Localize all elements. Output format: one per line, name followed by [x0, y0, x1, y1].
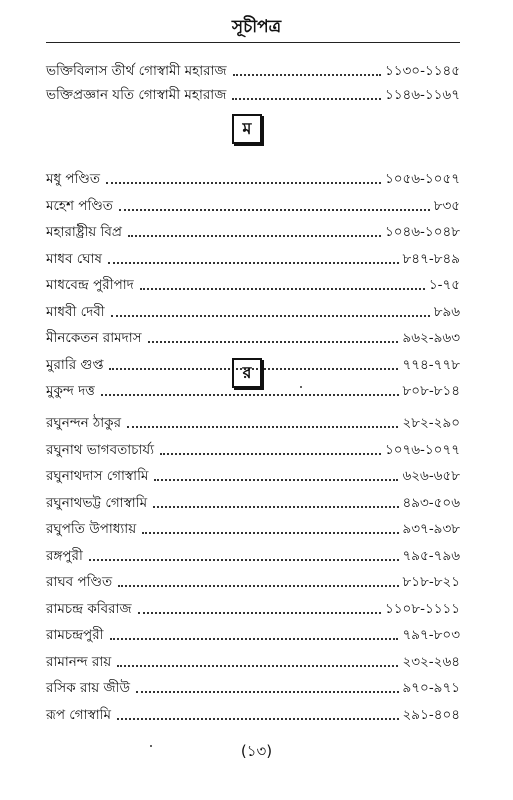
entry-name: রঘুনন্দন ঠাকুর — [46, 415, 122, 431]
entry-pages: ১১৪৬-১১৬৭ — [384, 87, 460, 103]
dot-leader — [110, 637, 399, 640]
entry-pages: ৬২৬-৬৫৮ — [402, 468, 460, 484]
dot-leader — [108, 261, 399, 264]
entry-pages: ৮৯৬ — [433, 303, 460, 320]
entry-pages: ১০৭৬-১০৭৭ — [384, 441, 460, 458]
entry-name: মধু পণ্ডিত — [46, 171, 100, 187]
entry-pages: ৪৯৩-৫০৬ — [402, 494, 460, 511]
toc-entry — [46, 622, 460, 644]
entry-name: রামচন্দ্রপুরী — [46, 627, 104, 643]
dot-leader — [138, 611, 381, 614]
entry-name: মাধবেন্দ্র পুরীপাদ — [46, 277, 134, 293]
toc-entry — [46, 410, 460, 432]
toc-entry — [46, 649, 460, 671]
entry-pages: ১-৭৫ — [428, 277, 460, 293]
entry-pages: ৭৯৭-৮০৩ — [402, 627, 460, 643]
entry-name: রঘুপতি উপাধ্যায় — [46, 521, 137, 537]
entry-name: রামানন্দ রায় — [46, 653, 112, 670]
entry-name: মাধব ঘোষ — [46, 250, 102, 267]
entry-pages: ১১০৮-১১১১ — [385, 600, 460, 617]
entry-name: মহারাষ্ট্রীয় বিপ্র — [46, 224, 123, 240]
entry-name: রূপ গোস্বামি — [46, 706, 112, 723]
toc-entry — [46, 246, 460, 268]
entry-pages: ৮৪৭-৮৪৯ — [402, 250, 460, 267]
entry-pages: ৭৭৪-৭৭৮ — [402, 356, 460, 373]
dot-leader — [140, 287, 425, 290]
entry-name: মীনকেতন রামদাস — [46, 330, 142, 346]
toc-entry — [46, 516, 460, 538]
dot-leader — [117, 664, 398, 667]
entry-name: ভক্তিবিলাস তীর্থ গোস্বামী মহারাজ — [46, 63, 227, 79]
entry-name: মুকুন্দ দত্ত — [46, 383, 95, 399]
toc-entry — [46, 543, 460, 565]
dot-leader — [101, 393, 399, 396]
entry-name: রঘুনাথ ভাগবতাচার্য্য — [46, 441, 155, 458]
toc-entry — [46, 490, 460, 512]
toc-entry — [46, 675, 460, 697]
toc-entry — [46, 166, 460, 188]
toc-entry — [46, 702, 460, 724]
entry-name: রঘুনাথদাস গোস্বামি — [46, 468, 149, 484]
entry-pages: ২৯১-৪০৪ — [402, 706, 460, 723]
dot-leader — [117, 717, 399, 720]
dot-leader — [136, 690, 399, 693]
toc-entry — [46, 219, 460, 241]
entry-pages: ২৮২-২৯০ — [402, 415, 460, 431]
entry-name: মুরারি গুপ্ত — [46, 356, 104, 373]
entry-name: রামচন্দ্র কবিরাজ — [46, 600, 132, 617]
toc-entry — [46, 596, 460, 618]
toc-entry — [46, 299, 460, 321]
dot-leader — [142, 531, 398, 534]
page-number: (১৩) — [240, 742, 273, 760]
entry-pages: ৮০৮-৮১৪ — [402, 383, 460, 399]
header-rule — [46, 42, 460, 43]
entry-pages: ৭৯৫-৭৯৬ — [402, 547, 460, 564]
entry-pages: ২৩২-২৬৪ — [402, 653, 460, 670]
toc-entry — [46, 569, 460, 591]
toc-entry — [46, 272, 460, 294]
toc-entry — [46, 325, 460, 347]
print-speck — [300, 386, 302, 388]
dot-leader — [106, 181, 381, 184]
dot-leader — [118, 584, 398, 587]
section-letter-box: র — [232, 358, 262, 388]
dot-leader — [153, 505, 398, 508]
entry-name: রাঘব পণ্ডিত — [46, 574, 113, 590]
toc-entry — [46, 82, 460, 104]
dot-leader — [148, 340, 399, 343]
toc-entry — [46, 463, 460, 485]
toc-entry — [46, 437, 460, 459]
entry-pages: ৮৩৫ — [433, 197, 460, 214]
dot-leader — [154, 478, 398, 481]
entry-name: মাধবী দেবী — [46, 303, 105, 320]
entry-pages: ৯৬২-৯৬৩ — [402, 330, 460, 346]
dot-leader — [232, 97, 381, 100]
entry-name: রঘুনাথভট্ট গোস্বামি — [46, 494, 148, 511]
entry-pages: ১০৫৬-১০৫৭ — [384, 171, 460, 187]
entry-pages: ১১৩০-১১৪৫ — [385, 63, 460, 79]
dot-leader — [233, 73, 381, 76]
entry-pages: ৮১৮-৮২১ — [402, 574, 460, 590]
dot-leader — [111, 314, 430, 317]
dot-leader — [128, 234, 381, 237]
dot-leader — [127, 425, 398, 428]
dot-leader — [119, 208, 430, 211]
dot-leader — [89, 558, 399, 561]
entry-pages: ৯৩৭-৯৩৮ — [402, 521, 460, 537]
entry-name: ভক্তিপ্রজ্ঞান যতি গোস্বামী মহারাজ — [46, 87, 227, 103]
toc-entry — [46, 193, 460, 215]
entry-name: রসিক রায় জীউ — [46, 680, 130, 696]
dot-leader — [160, 452, 381, 455]
entry-name: মহেশ পণ্ডিত — [46, 197, 113, 214]
entry-name: রঙ্গপুরী — [46, 547, 83, 564]
page-title: সূচীপত্র — [231, 17, 282, 37]
print-speck — [150, 745, 152, 747]
entry-pages: ৯৭০-৯৭১ — [402, 680, 460, 696]
toc-entry — [46, 58, 460, 80]
entry-pages: ১০৪৬-১০৪৮ — [384, 224, 460, 240]
section-letter-box: ম — [232, 114, 262, 144]
